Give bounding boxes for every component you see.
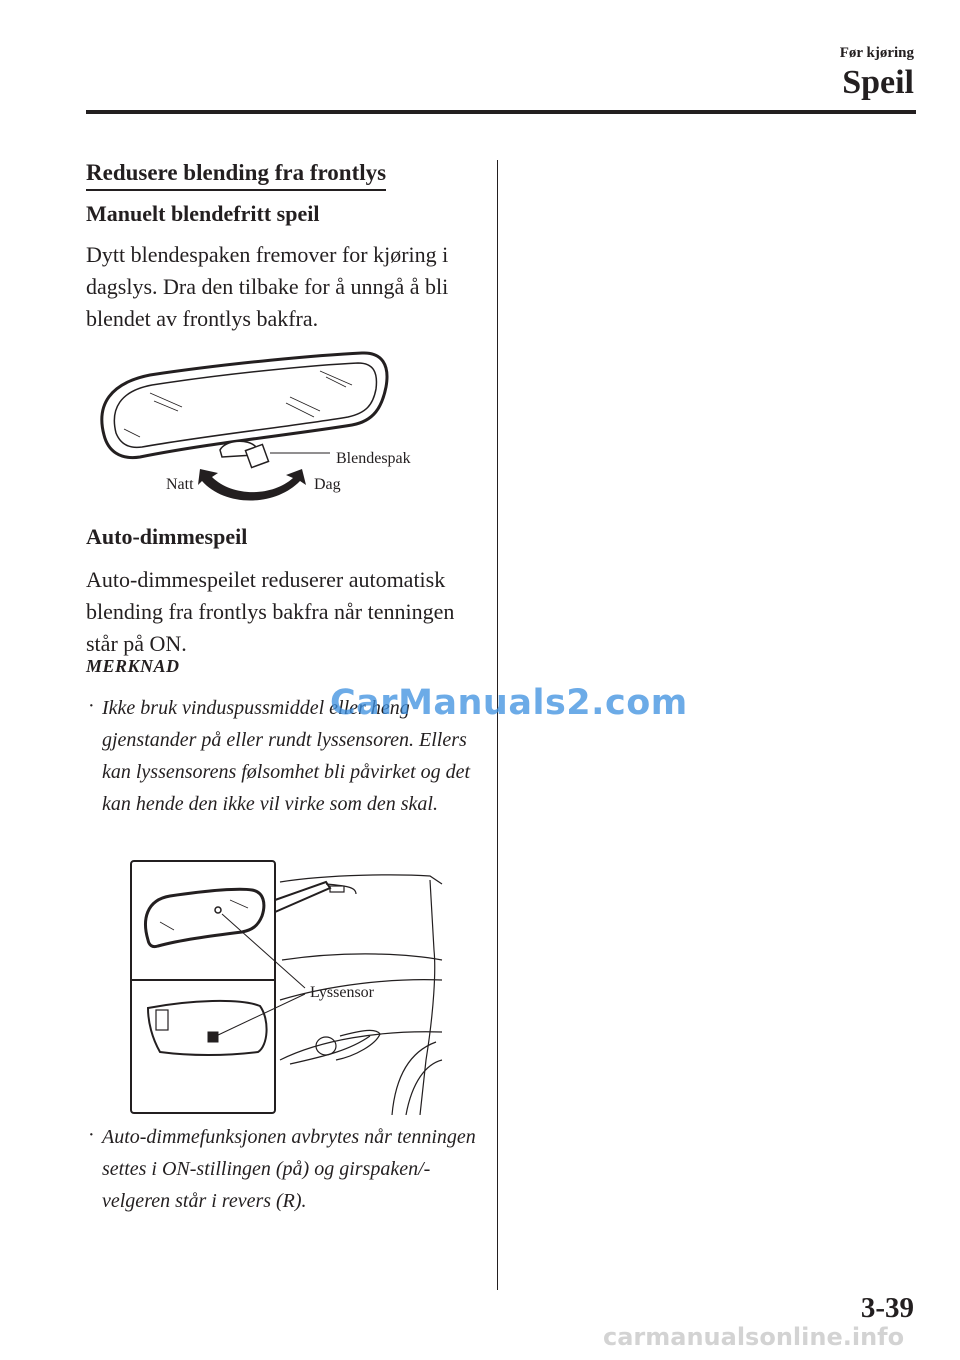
note-label: MERKNAD bbox=[86, 656, 180, 676]
rearview-mirror-illustration bbox=[90, 345, 450, 510]
day-label: Dag bbox=[314, 476, 341, 493]
sensor-label: Lyssensor bbox=[310, 984, 374, 1001]
manual-mirror-heading: Manuelt blendefritt speil bbox=[86, 201, 320, 226]
topic-heading: Redusere blending fra frontlys bbox=[86, 160, 386, 191]
watermark-text: CarManuals2.com bbox=[330, 683, 688, 723]
note-item-text: Auto-dimmefunksjonen avbrytes når tenningen settes i ON-stillingen (på) og girspaken/-velgeren står i revers (R). bbox=[102, 1126, 476, 1212]
auto-dimming-heading: Auto-dimmespeil bbox=[86, 524, 248, 549]
page-number: 3-39 bbox=[860, 1292, 914, 1324]
bullet-icon: · bbox=[88, 695, 95, 717]
night-label: Natt bbox=[166, 476, 194, 493]
note-item-text: Ikke bruk vinduspussmiddel eller heng gjenstander på eller rundt lyssensoren. Ellers kan lyssensorens følsomhet bli påvirket og det kan hende den ikke vil virke som den skal. bbox=[102, 697, 471, 815]
column-divider bbox=[497, 160, 498, 1290]
auto-dimming-text: Auto-dimmespeilet reduserer automatisk blending fra frontlys bakfra når tenningen står på ON. bbox=[86, 567, 455, 656]
lever-label: Blendespak bbox=[336, 450, 411, 467]
footer-watermark: carmanualsonline.info bbox=[603, 1323, 905, 1351]
section-title: Speil bbox=[842, 64, 914, 101]
light-sensor-illustration bbox=[130, 860, 446, 1115]
chapter-title: Før kjøring bbox=[839, 45, 914, 61]
note-item bbox=[88, 1121, 482, 1217]
manual-mirror-text: Dytt blendespaken fremover for kjøring i dagslys. Dra den tilbake for å unngå å bli blendet av frontlys bakfra. bbox=[86, 242, 449, 331]
bullet-icon: · bbox=[88, 1124, 95, 1146]
header-divider bbox=[86, 110, 916, 114]
